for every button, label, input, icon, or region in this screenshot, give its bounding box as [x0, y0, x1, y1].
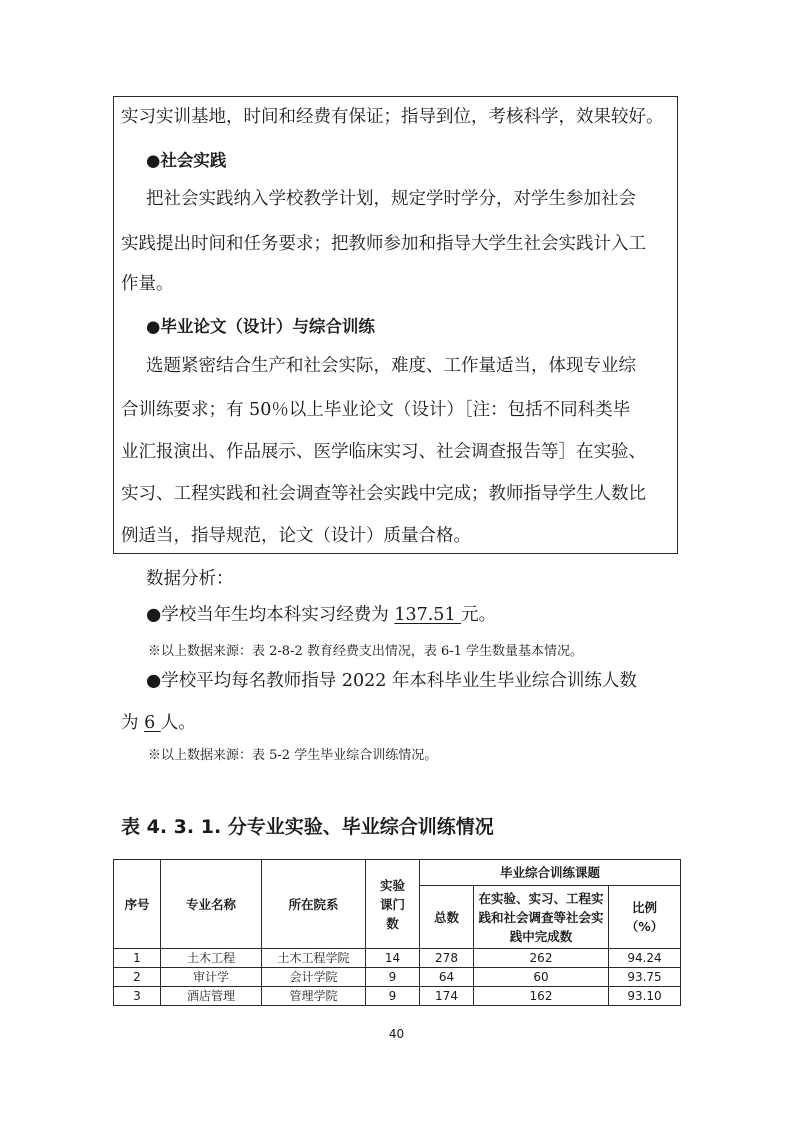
cell-index: 3	[114, 987, 161, 1006]
table-row	[114, 987, 681, 1006]
cell-department: 管理学院	[262, 987, 366, 1006]
frame-text-line: 合训练要求；有 50％以上毕业论文（设计）［注：包括不同科类毕	[121, 400, 631, 420]
cell-total: 174	[420, 987, 474, 1006]
cell-lab-courses: 9	[366, 968, 420, 987]
analysis-item-supervision-cont	[121, 712, 196, 734]
frame-text-line: 例适当，指导规范，论文（设计）质量合格。	[121, 526, 471, 546]
cell-major: 审计学	[161, 968, 262, 987]
cell-index: 1	[114, 949, 161, 968]
cell-ratio: 93.75	[609, 968, 681, 987]
cell-department: 会计学院	[262, 968, 366, 987]
table-title: 表 4. 3. 1. 分专业实验、毕业综合训练情况	[121, 816, 494, 838]
analysis-item-text: ●学校当年生均本科实习经费为	[146, 605, 395, 625]
header-total: 总数	[420, 886, 474, 949]
frame-text-line: 实践提出时间和任务要求；把教师参加和指导大学生社会实践计入工	[121, 234, 646, 254]
frame-text-line: 把社会实践纳入学校教学计划，规定学时学分，对学生参加社会	[146, 189, 636, 209]
cell-total: 64	[420, 968, 474, 987]
analysis-item-text: 人。	[160, 713, 196, 733]
frame-text-line: 实习实训基地，时间和经费有保证；指导到位，考核科学，效果较好。	[121, 107, 664, 127]
frame-text-line: 实习、工程实践和社会调查等社会实践中完成；教师指导学生人数比	[121, 484, 646, 504]
header-index: 序号	[114, 860, 161, 949]
data-source-note: ※以上数据来源：表 5-2 学生毕业综合训练情况。	[148, 748, 438, 763]
header-training-group: 毕业综合训练课题	[420, 860, 681, 886]
training-table	[113, 859, 681, 1006]
header-completed: 在实验、实习、工程实践和社会调查等社会实践中完成数	[474, 886, 609, 949]
cell-major: 酒店管理	[161, 987, 262, 1006]
header-lab-courses: 实验课门数	[366, 860, 420, 949]
frame-text-line: 选题紧密结合生产和社会实际，难度、工作量适当，体现专业综	[146, 356, 636, 376]
data-source-note: ※以上数据来源：表 2-8-2 教育经费支出情况，表 6-1 学生数量基本情况。	[148, 644, 584, 659]
cell-completed: 262	[474, 949, 609, 968]
cell-ratio: 94.24	[609, 949, 681, 968]
cell-completed: 60	[474, 968, 609, 987]
analysis-item-text: 为	[121, 713, 145, 733]
cell-department: 土木工程学院	[262, 949, 366, 968]
header-department: 所在院系	[262, 860, 366, 949]
cell-completed: 162	[474, 987, 609, 1006]
page-number: 40	[388, 1027, 405, 1041]
analysis-item-supervision: ●学校平均每名教师指导 2022 年本科毕业生毕业综合训练人数	[146, 671, 637, 691]
cell-total: 278	[420, 949, 474, 968]
analysis-item-funding	[146, 604, 496, 626]
cell-ratio: 93.10	[609, 987, 681, 1006]
cell-major: 土木工程	[161, 949, 262, 968]
analysis-title: 数据分析：	[146, 569, 234, 589]
funding-value: 137.51	[394, 605, 462, 625]
frame-text-line: 作量。	[121, 274, 174, 294]
header-ratio: 比例（%）	[609, 886, 681, 949]
section-heading-thesis: ●毕业论文（设计）与综合训练	[146, 317, 375, 336]
analysis-item-text: 元。	[461, 605, 497, 625]
header-major: 专业名称	[161, 860, 262, 949]
cell-lab-courses: 14	[366, 949, 420, 968]
table-row	[114, 949, 681, 968]
frame-text-line: 业汇报演出、作品展示、医学临床实习、社会调查报告等］在实验、	[121, 442, 646, 462]
cell-index: 2	[114, 968, 161, 987]
cell-lab-courses: 9	[366, 987, 420, 1006]
section-heading-social-practice: ●社会实践	[146, 151, 227, 170]
table-row	[114, 968, 681, 987]
supervision-value: 6	[144, 713, 161, 733]
